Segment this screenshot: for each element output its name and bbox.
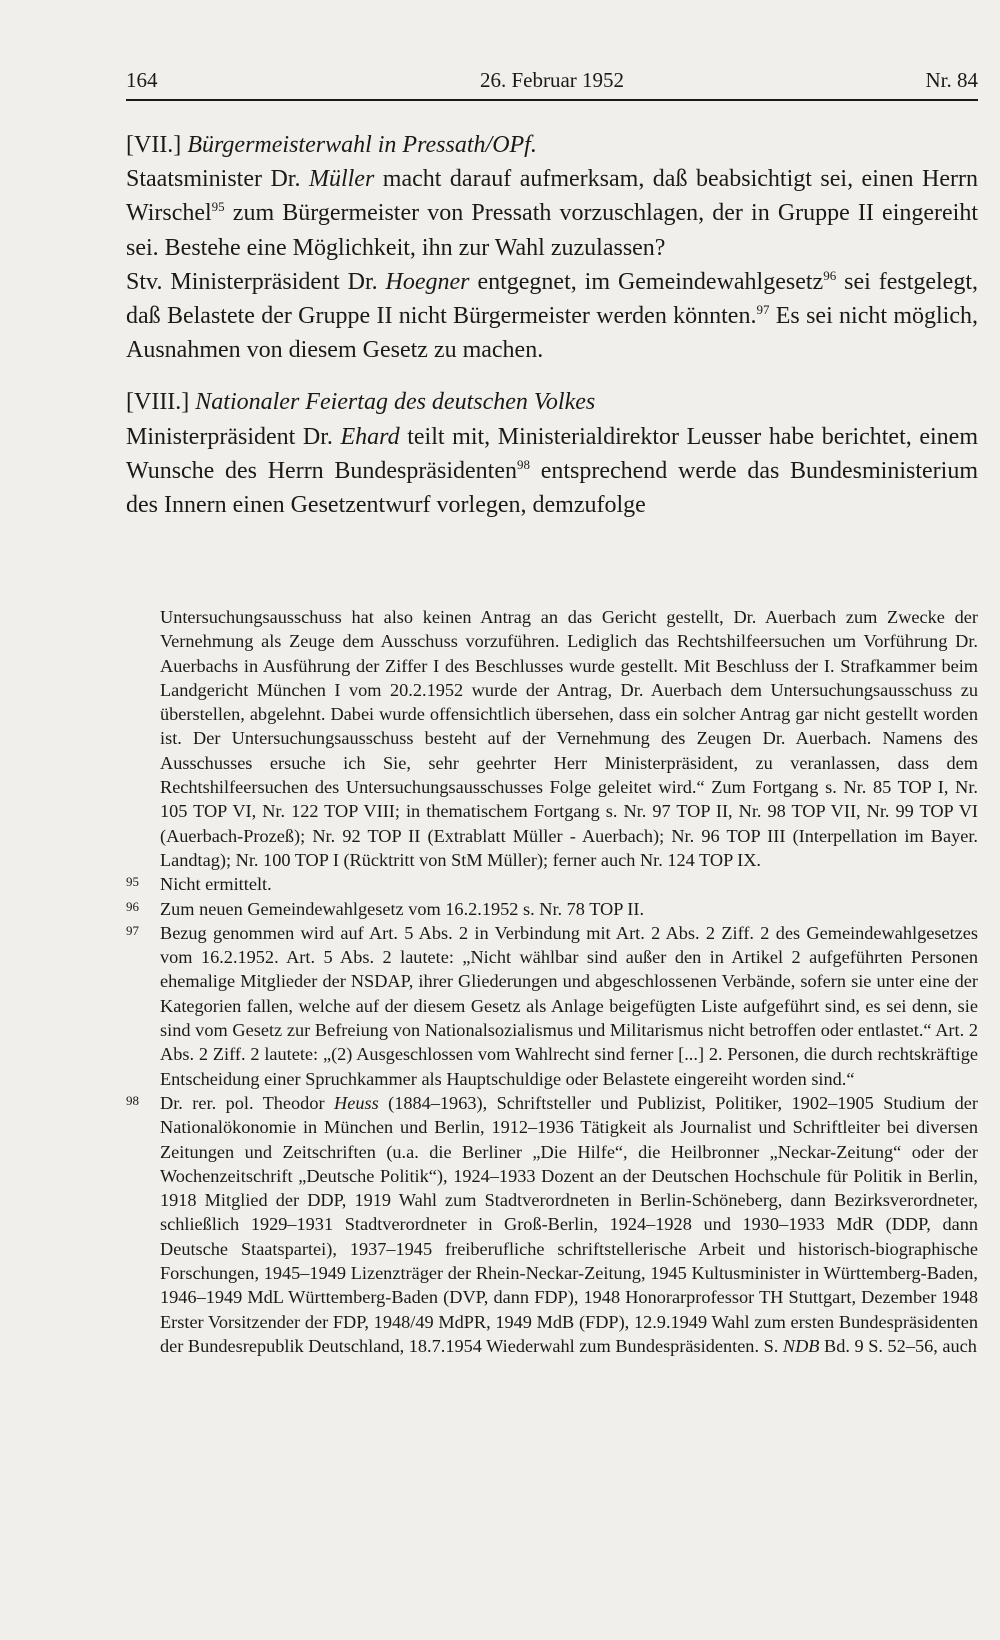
footnote-ref: 97 <box>756 301 770 317</box>
footnote-ref: 98 <box>517 456 530 472</box>
footnote-ref: 95 <box>211 199 225 215</box>
footnote-97: 97 Bezug genommen wird auf Art. 5 Abs. 2 in Verbindung mit Art. 2 Abs. 2 Ziff. 2 des Gemeindewahlgesetzes vom 16.2.1952. Art. 5 Abs. 2 lautete: „Nicht wählbar sind außer den in Artikel 2 aufgeführten Personen ehemalige Mitglieder der NSDAP, ihrer Gliederungen und abgeschlossenen Verbände, sofern sie unter eine der Kategorien fallen, welche auf der diesem Gesetz als Anlage beigefügten Liste aufgeführt sind, es sei denn, sie sind vom Gesetz zur Befreiung von Nationalsozialismus und Militarismus nicht betroffen oder entlastet.“ Art. 2 Abs. 2 Ziff. 2 lautete: „(2) Ausgeschlossen vom Wahlrecht sind ferner [...] 2. Personen, die durch rechtskräftige Entscheidung einer Spruchkammer als Hauptschuldige oder Belastete eingereiht worden sind.“ <box>126 922 978 1089</box>
main-text <box>126 128 978 522</box>
section-heading-vii: [VII.] Bürgermeisterwahl in Pressath/OPf. <box>126 132 537 158</box>
person-name: Müller <box>308 166 375 193</box>
person-name: Ehard <box>340 423 400 450</box>
running-head <box>126 64 978 96</box>
paragraph: Stv. Ministerpräsident Dr. Hoegner entgegnet, im Gemeindewahlgesetz$^{96}$ sei festgelegt, daß Belastete der Gruppe II nicht Bürgermeister werden könnten.$^{97}$ Es sei nicht möglich, Ausnahmen von diesem Gesetz zu machen. <box>126 267 978 364</box>
footnote-number: 95 <box>126 874 139 890</box>
person-name: Heuss <box>334 1092 379 1113</box>
reference-abbrev: NDB <box>782 1335 820 1356</box>
footnote-continued: Untersuchungsausschuss hat also keinen Antrag an das Gericht gestellt, Dr. Auerbach zum Zwecke der Vernehmung als Zeuge dem Ausschuss vorzuführen. Lediglich das Rechtshilfeersuchen um Vorführung Dr. Auerbachs in Ausführung der Ziffer I des Beschlusses wurde gestellt. Mit Beschluss der I. Strafkammer beim Landgericht München I vom 20.2.1952 wurde der Antrag, Dr. Auerbach dem Untersuchungsausschuss zu überstellen, abgelehnt. Dabei wurde offensichtlich übersehen, dass ein solcher Antrag gar nicht gestellt worden ist. Der Untersuchungsausschuss besteht auf der Vernehmung des Zeugen Dr. Auerbach. Namens des Ausschusses ersuche ich Sie, sehr geehrter Herr Ministerpräsident, zu veranlassen, dass dem Rechtshilfeersuchen des Untersuchungsausschusses Folge geleitet wird.“ Zum Fortgang s. Nr. 85 TOP I, Nr. 105 TOP VI, Nr. 122 TOP VIII; in thematischem Fortgang s. Nr. 97 TOP II, Nr. 98 TOP VII, Nr. 99 TOP VI (Auerbach-Prozeß); Nr. 92 TOP II (Extrablatt Müller - Auerbach); Nr. 96 TOP III (Interpellation im Bayer. Landtag); Nr. 100 TOP I (Rücktritt von StM Müller); ferner auch Nr. 124 TOP IX. <box>160 607 978 870</box>
protocol-number: Nr. 84 <box>925 68 978 92</box>
footnote-95: 95 Nicht ermittelt. <box>126 874 272 895</box>
footnotes <box>126 605 978 1358</box>
footnote-96: 96 Zum neuen Gemeindewahlgesetz vom 16.2.1952 s. Nr. 78 TOP II. <box>126 898 645 919</box>
footnote-number: 96 <box>126 898 139 914</box>
header-rule <box>126 99 978 101</box>
footnote-number: 98 <box>126 1092 139 1108</box>
person-name: Hoegner <box>385 268 470 295</box>
page-number: 164 <box>126 68 158 92</box>
paragraph: Staatsminister Dr. Müller macht darauf aufmerksam, daß beabsichtigt sei, einen Herrn Wirschel$^{95}$ zum Bürgermeister von Pressath vorzuschlagen, der in Gruppe II eingereiht sei. Bestehe eine Möglichkeit, ihn zur Wahl zuzulassen? <box>126 166 978 261</box>
footnote-number: 97 <box>126 922 139 938</box>
section-heading-viii: [VIII.] Nationaler Feiertag des deutschen Volkes <box>126 389 596 416</box>
running-head-date: 26. Februar 1952 <box>479 68 625 92</box>
footnote-98: 98 Dr. rer. pol. Theodor Heuss (1884–1963), Schriftsteller und Publizist, Politiker, 1902–1905 Studium der Nationalökonomie in München und Berlin, 1912–1936 Tätigkeit als Journalist und Schriftleiter bei diversen Zeitungen und Zeitschriften (u.a. die Berliner „Die Hilfe“, die Heilbronner „Neckar-Zeitung“ oder der Wochenzeitschrift „Deutsche Politik“), 1924–1933 Dozent an der Deutschen Hochschule für Politik in Berlin, 1918 Mitglied der DDP, 1919 Wahl zum Stadtverordneten in Berlin-Schöneberg, dann Bezirksverordneter, schließlich 1929–1931 Stadtverordneter in Groß-Berlin, 1924–1928 und 1930–1933 MdR (DDP, dann Deutsche Staatspartei), 1937–1945 freiberufliche schriftstellerische Arbeit und historisch-biographische Forschungen, 1945–1949 Lizenzträger der Rhein-Neckar-Zeitung, 1945 Kultusminister in Württemberg-Baden, 1946–1949 MdL Württemberg-Baden (DVP, dann FDP), 1948 Honorarprofessor TH Stuttgart, Dezember 1948 Erster Vorsitzender der FDP, 1948/49 MdPR, 1949 MdB (FDP), 12.9.1949 Wahl zum ersten Bundespräsidenten der Bundesrepublik Deutschland, 18.7.1954 Wiederwahl zum Bundespräsidenten. S. NDB Bd. 9 S. 52–56, auch <box>126 1092 978 1356</box>
footnote-ref: 96 <box>823 267 837 283</box>
paragraph: Ministerpräsident Dr. Ehard teilt mit, Ministerialdirektor Leusser habe berichtet, einem Wunsche des Herrn Bundespräsidenten$^{98}$ entsprechend werde das Bundesministerium des Innern einen Gesetzentwurf vorlegen, demzufolge <box>126 423 978 519</box>
